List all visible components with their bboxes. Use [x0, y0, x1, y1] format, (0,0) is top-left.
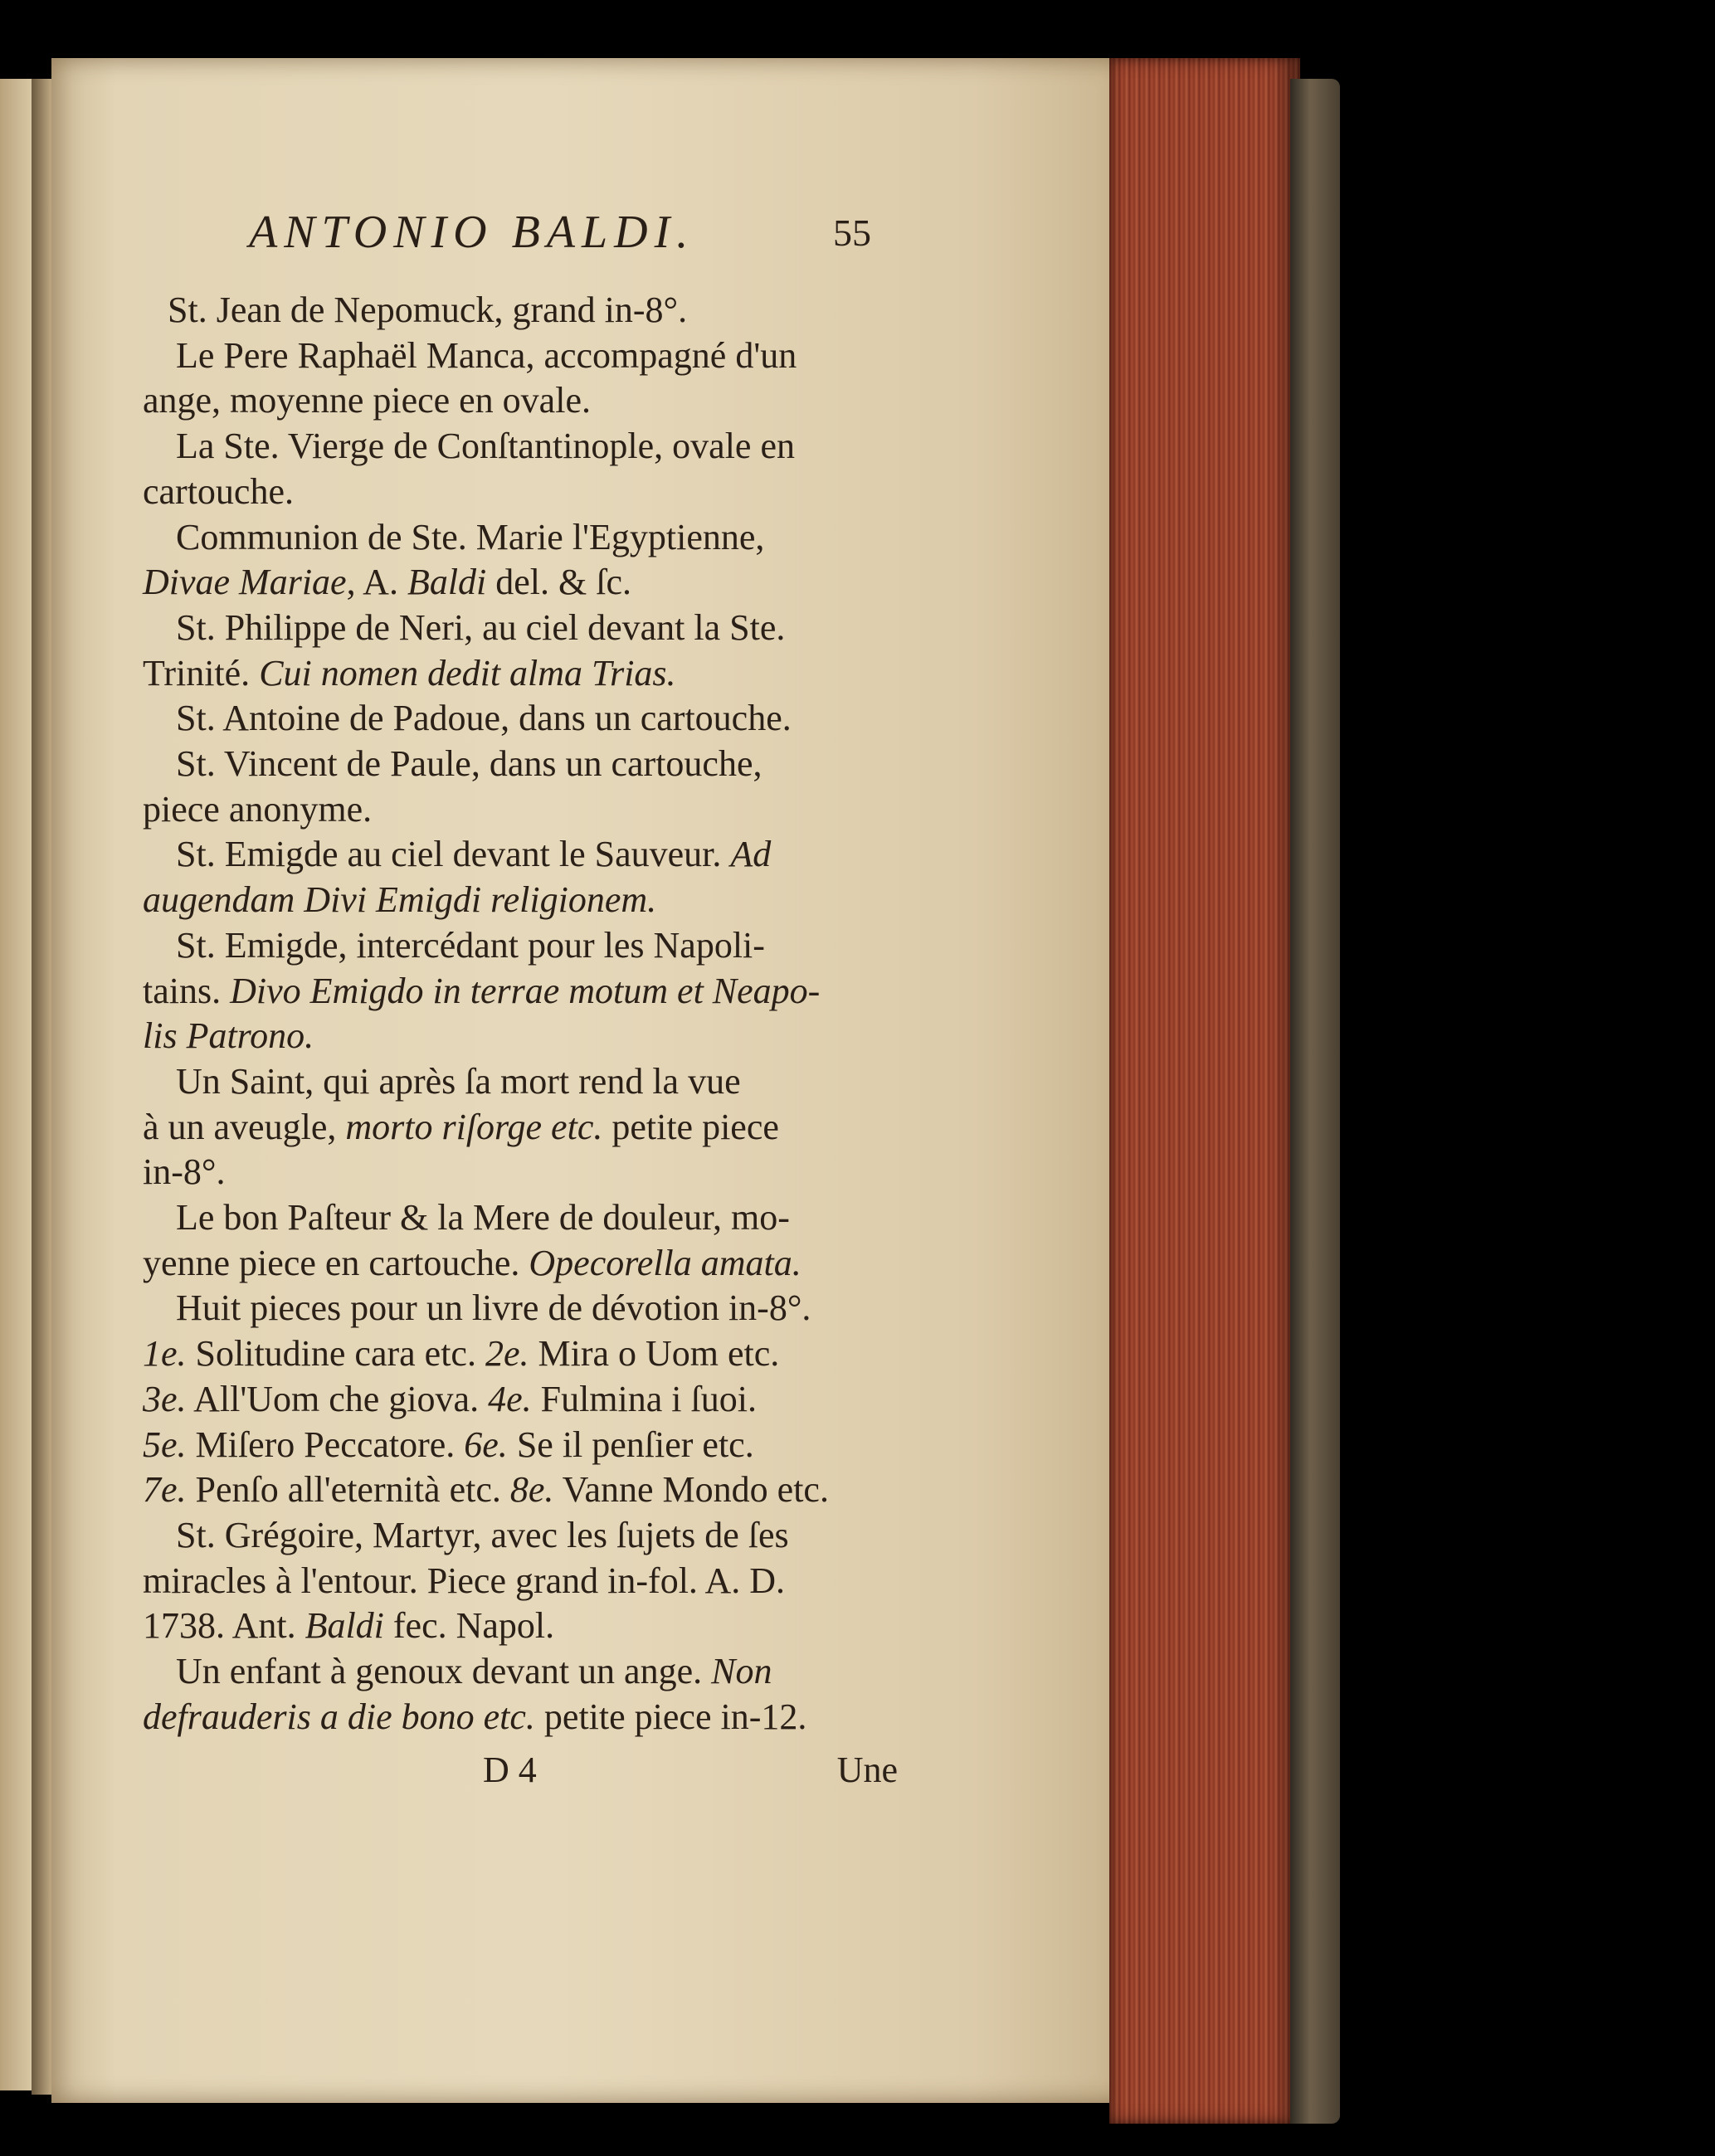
italic-text: defrauderis a die bono etc.: [143, 1696, 535, 1737]
roman-text: cartouche.: [143, 470, 294, 512]
roman-text: Mira o Uom etc.: [529, 1333, 780, 1375]
roman-text: miracles à l'entour. Piece grand in-fol. A. D.: [143, 1560, 786, 1601]
text-line: [176, 1196, 790, 1239]
text-line: [143, 379, 591, 421]
roman-text: St. Vincent de Paule, dans un cartouche,: [176, 743, 762, 784]
roman-text: ange, moyenne piece en ovale.: [143, 380, 591, 421]
text-line: [176, 697, 792, 739]
text-line: [143, 1242, 801, 1284]
text-line: [143, 878, 656, 921]
italic-text: 7e.: [143, 1469, 187, 1511]
roman-text: Huit pieces pour un livre de dévotion in-8°.: [176, 1287, 811, 1329]
book-cover: [1290, 79, 1340, 2124]
roman-text: Trinité.: [143, 652, 260, 694]
catchword: Une: [836, 1750, 898, 1790]
text-line: [143, 1015, 314, 1057]
text-line: [143, 1424, 754, 1466]
italic-text: 8e.: [509, 1469, 554, 1511]
italic-text: Divae Mariae: [143, 562, 347, 603]
roman-text: La Ste. Vierge de Conſtantinople, ovale en: [176, 426, 795, 467]
roman-text: fec. Napol.: [383, 1605, 555, 1647]
text-line: [168, 289, 687, 331]
text-line: [176, 1650, 772, 1692]
roman-text: St. Jean de Nepomuck, grand in-8°.: [168, 290, 688, 330]
italic-text: Opecorella amata.: [529, 1242, 801, 1283]
roman-text: Vanne Mondo etc.: [553, 1469, 829, 1511]
text-line: [176, 606, 785, 649]
italic-text: augendam Divi Emigdi religionem.: [143, 879, 657, 921]
text-line: [176, 924, 765, 966]
italic-text: lis Patrono.: [143, 1015, 314, 1057]
roman-text: petite piece in-12.: [534, 1696, 807, 1737]
text-line: [143, 1332, 779, 1375]
text-line: [143, 1378, 757, 1420]
text-line: [176, 833, 771, 875]
roman-text: Miſero Peccatore.: [186, 1424, 465, 1465]
text-line: [143, 1468, 829, 1511]
italic-text: morto riſorge etc.: [345, 1106, 603, 1147]
text-line: [143, 788, 372, 830]
roman-text: Fulmina i ſuoi.: [531, 1378, 757, 1419]
italic-text: 3e.: [143, 1378, 187, 1419]
text-line: [176, 516, 764, 558]
italic-text: 5e.: [143, 1424, 187, 1465]
roman-text: St. Philippe de Neri, au ciel devant la Ste.: [176, 606, 786, 648]
italic-text: 2e.: [485, 1333, 529, 1375]
page-header: [249, 206, 871, 264]
roman-text: Le Pere Raphaël Manca, accompagné d'un: [176, 334, 797, 376]
roman-text: petite piece: [602, 1106, 779, 1147]
text-line: [143, 1696, 806, 1738]
text-line: [143, 1560, 785, 1602]
text-line: [176, 1060, 741, 1102]
italic-text: 1e.: [143, 1333, 187, 1375]
roman-text: Un Saint, qui après ſa mort rend la vue: [176, 1060, 741, 1102]
italic-text: Ad: [730, 834, 772, 875]
roman-text: All'Uom che giova.: [186, 1378, 489, 1419]
text-line: [176, 334, 797, 377]
italic-text: 4e.: [488, 1378, 532, 1419]
signature-mark: D 4: [483, 1750, 537, 1790]
page-edges: [1109, 58, 1300, 2124]
roman-text: St. Emigde, intercédant pour les Napoli-: [176, 924, 765, 966]
text-line: [143, 970, 820, 1012]
text-line: [143, 561, 631, 603]
roman-text: yenne piece en cartouche.: [143, 1242, 529, 1283]
text-line: [143, 1604, 554, 1647]
roman-text: Communion de Ste. Marie l'Egyptienne,: [176, 516, 765, 557]
roman-text: Un enfant à genoux devant un ange.: [176, 1651, 712, 1691]
roman-text: del. & ſc.: [486, 562, 632, 603]
italic-text: Non: [711, 1651, 772, 1691]
roman-text: St. Grégoire, Martyr, avec les ſujets de ſes: [176, 1514, 789, 1555]
roman-text: Se il penſier etc.: [507, 1424, 754, 1465]
text-line: [143, 470, 294, 513]
italic-text: Baldi: [305, 1605, 384, 1647]
text-line: [176, 425, 795, 467]
italic-text: Divo Emigdo in terrae motum et Neapo-: [230, 970, 821, 1011]
roman-text: Penſo all'eternità etc.: [186, 1469, 510, 1511]
text-line: [176, 742, 762, 785]
roman-text: à un aveugle,: [143, 1106, 346, 1147]
roman-text: Solitudine cara etc.: [186, 1333, 485, 1375]
page-footer: [143, 1749, 898, 1798]
text-line: [176, 1514, 789, 1556]
roman-text: , A.: [346, 562, 407, 603]
text-line: [143, 1151, 225, 1193]
text-line: [176, 1287, 811, 1329]
roman-text: 1738. Ant.: [143, 1605, 305, 1647]
roman-text: St. Antoine de Padoue, dans un cartouche.: [176, 698, 792, 739]
italic-text: Baldi: [407, 562, 487, 603]
roman-text: Le bon Paſteur & la Mere de douleur, mo-: [176, 1197, 790, 1238]
roman-text: St. Emigde au ciel devant le Sauveur.: [176, 834, 731, 875]
page-number: 55: [833, 212, 871, 254]
roman-text: tains.: [143, 970, 231, 1011]
roman-text: piece anonyme.: [143, 788, 373, 830]
italic-text: Cui nomen dedit alma Trias.: [259, 652, 676, 694]
text-line: [143, 1106, 779, 1148]
italic-text: 6e.: [464, 1424, 508, 1465]
text-line: [143, 652, 676, 694]
running-head: ANTONIO BALDI.: [249, 207, 695, 258]
roman-text: in-8°.: [143, 1151, 226, 1193]
